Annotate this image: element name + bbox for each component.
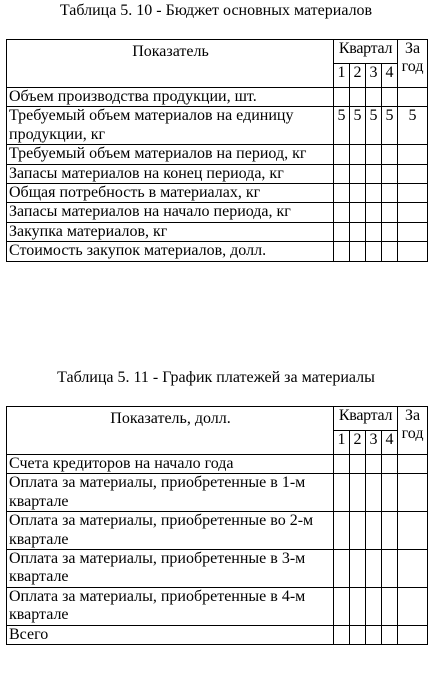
cell-year: 5 [398, 107, 428, 145]
row-label: Оплата за материалы, приобретенные в 3-м квартале [7, 549, 334, 587]
table-row [7, 88, 428, 107]
row-label: Оплата за материалы, приобретенные в 1-м квартале [7, 474, 334, 512]
cell-year [398, 512, 428, 550]
row-label: Общая потребность в материалах, кг [7, 183, 334, 202]
header-quarter: Квартал [334, 407, 398, 431]
cell-quarter-3 [366, 587, 382, 625]
row-label: Счета кредиторов на начало года [7, 455, 334, 474]
table-header-row [7, 407, 428, 431]
cell-quarter-2 [350, 512, 366, 550]
cell-quarter-2 [350, 203, 366, 222]
cell-year [398, 455, 428, 474]
cell-quarter-1 [334, 587, 350, 625]
cell-quarter-4 [382, 512, 398, 550]
cell-year [398, 203, 428, 222]
cell-quarter-2 [350, 549, 366, 587]
row-label: Объем производства продукции, шт. [7, 88, 334, 107]
header-year: За год [398, 407, 428, 455]
cell-quarter-4 [382, 549, 398, 587]
cell-year [398, 88, 428, 107]
cell-quarter-4 [382, 88, 398, 107]
table-row [7, 242, 428, 261]
cell-quarter-3 [366, 222, 382, 241]
cell-year [398, 145, 428, 164]
table-row [7, 587, 428, 625]
header-quarter-1: 1 [334, 64, 350, 88]
header-quarter-3: 3 [366, 431, 382, 455]
cell-quarter-1 [334, 164, 350, 183]
cell-quarter-2 [350, 145, 366, 164]
cell-quarter-3 [366, 455, 382, 474]
header-quarter-4: 4 [382, 64, 398, 88]
cell-quarter-1 [334, 88, 350, 107]
cell-quarter-3 [366, 242, 382, 261]
cell-quarter-4 [382, 474, 398, 512]
cell-quarter-2 [350, 455, 366, 474]
cell-quarter-3 [366, 145, 382, 164]
cell-quarter-2 [350, 242, 366, 261]
row-label: Стоимость закупок материалов, долл. [7, 242, 334, 261]
cell-quarter-4 [382, 183, 398, 202]
row-label: Запасы материалов на конец периода, кг [7, 164, 334, 183]
cell-quarter-4 [382, 164, 398, 183]
cell-year [398, 242, 428, 261]
row-label: Требуемый объем материалов на период, кг [7, 145, 334, 164]
cell-quarter-1 [334, 145, 350, 164]
cell-quarter-4 [382, 145, 398, 164]
table-row [7, 474, 428, 512]
cell-year [398, 625, 428, 644]
header-quarter-2: 2 [350, 64, 366, 88]
cell-year [398, 474, 428, 512]
cell-quarter-1 [334, 625, 350, 644]
header-quarter-3: 3 [366, 64, 382, 88]
cell-quarter-4 [382, 625, 398, 644]
cell-quarter-3 [366, 549, 382, 587]
cell-quarter-1 [334, 455, 350, 474]
cell-quarter-2 [350, 625, 366, 644]
cell-quarter-1: 5 [334, 107, 350, 145]
cell-quarter-2 [350, 474, 366, 512]
cell-quarter-2 [350, 88, 366, 107]
cell-quarter-1 [334, 183, 350, 202]
header-quarter-4: 4 [382, 431, 398, 455]
cell-quarter-1 [334, 222, 350, 241]
cell-quarter-1 [334, 242, 350, 261]
table-row [7, 222, 428, 241]
header-quarter: Квартал [334, 40, 398, 64]
table-caption: Таблица 5. 11 - График платежей за материалы [57, 369, 375, 386]
cell-quarter-4 [382, 203, 398, 222]
cell-quarter-4 [382, 242, 398, 261]
cell-quarter-2 [350, 222, 366, 241]
cell-quarter-2 [350, 183, 366, 202]
header-quarter-1: 1 [334, 431, 350, 455]
table-row [7, 107, 428, 145]
cell-quarter-3 [366, 183, 382, 202]
row-label: Оплата за материалы, приобретенные во 2-м квартале [7, 512, 334, 550]
cell-quarter-4 [382, 587, 398, 625]
table-header-row [7, 40, 428, 64]
cell-year [398, 164, 428, 183]
table-row [7, 183, 428, 202]
row-label: Оплата за материалы, приобретенные в 4-м квартале [7, 587, 334, 625]
cell-quarter-1 [334, 203, 350, 222]
cell-quarter-1 [334, 512, 350, 550]
cell-quarter-2 [350, 164, 366, 183]
row-label: Требуемый объем материалов на единицу продукции, кг [7, 107, 334, 145]
header-quarter-2: 2 [350, 431, 366, 455]
cell-quarter-3 [366, 203, 382, 222]
header-indicator: Показатель [7, 40, 334, 88]
materials-budget-table [6, 39, 428, 262]
cell-quarter-3 [366, 88, 382, 107]
cell-quarter-4 [382, 222, 398, 241]
row-label: Всего [7, 625, 334, 644]
table-row [7, 512, 428, 550]
cell-quarter-3 [366, 474, 382, 512]
cell-quarter-1 [334, 474, 350, 512]
cell-year [398, 587, 428, 625]
table-row [7, 455, 428, 474]
header-indicator: Показатель, долл. [7, 407, 334, 455]
table-row [7, 145, 428, 164]
cell-quarter-2: 5 [350, 107, 366, 145]
cell-year [398, 183, 428, 202]
table-row [7, 549, 428, 587]
cell-year [398, 549, 428, 587]
table-row [7, 203, 428, 222]
row-label: Закупка материалов, кг [7, 222, 334, 241]
table-caption: Таблица 5. 10 - Бюджет основных материалов [59, 2, 373, 19]
cell-quarter-4: 5 [382, 107, 398, 145]
cell-quarter-3 [366, 512, 382, 550]
cell-quarter-4 [382, 455, 398, 474]
cell-quarter-3 [366, 625, 382, 644]
row-label: Запасы материалов на начало периода, кг [7, 203, 334, 222]
table-row [7, 625, 428, 644]
table-row [7, 164, 428, 183]
cell-quarter-3 [366, 164, 382, 183]
cell-quarter-2 [350, 587, 366, 625]
header-year: За год [398, 40, 428, 88]
cell-quarter-1 [334, 549, 350, 587]
cell-year [398, 222, 428, 241]
cell-quarter-3: 5 [366, 107, 382, 145]
payments-schedule-table [6, 406, 428, 645]
